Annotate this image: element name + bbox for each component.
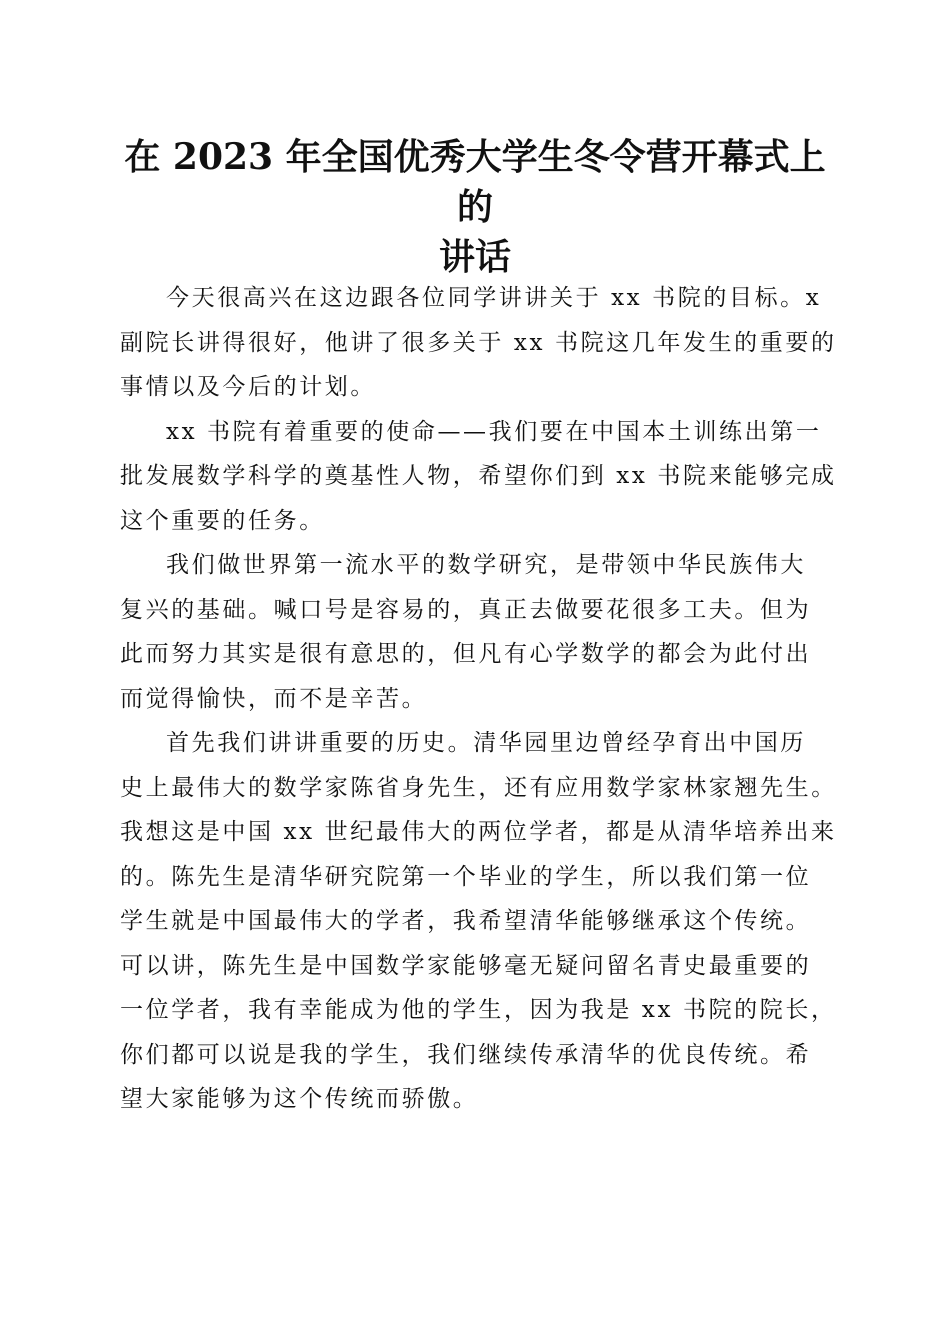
paragraph-line: 可以讲，陈先生是中国数学家能够毫无疑问留名青史最重要的: [120, 952, 812, 979]
paragraph-line: 此而努力其实是很有意思的，但凡有心学数学的都会为此付出: [120, 641, 812, 667]
paragraph-3: [120, 543, 832, 721]
paragraph-2: [120, 410, 837, 544]
paragraph-line: 批发展数学科学的奠基性人物，希望你们到 xx 书院来能够完成: [120, 463, 837, 489]
paragraph-line: 学生就是中国最伟大的学者，我希望清华能够继承这个传统。: [120, 908, 812, 934]
title-line-2: 讲话: [438, 236, 511, 278]
paragraph-line: 一位学者，我有幸能成为他的学生，因为我是 xx 书院的院长，: [120, 997, 837, 1023]
title-line-1: 在 2023 年全国优秀大学生冬令营开幕式上的: [124, 136, 826, 228]
paragraph-line: 事情以及今后的计划。: [120, 374, 376, 400]
paragraph-line: 我们做世界第一流水平的数学研究，是带领中华民族伟大: [166, 552, 806, 578]
paragraph-line: 而觉得愉快，而不是辛苦。: [120, 685, 428, 712]
document-body: [120, 276, 837, 1122]
paragraph-1: [120, 276, 837, 410]
paragraph-line: 望大家能够为这个传统而骄傲。: [120, 1086, 479, 1112]
paragraph-4: [120, 721, 837, 1122]
paragraph-line: 这个重要的任务。: [120, 507, 325, 534]
document-title: [110, 132, 840, 282]
paragraph-line: 复兴的基础。喊口号是容易的，真正去做要花很多工夫。但为: [120, 596, 812, 623]
paragraph-line: 首先我们讲讲重要的历史。清华园里边曾经孕育出中国历: [166, 730, 806, 756]
paragraph-line: 你们都可以说是我的学生，我们继续传承清华的优良传统。希: [120, 1041, 812, 1068]
paragraph-line: xx 书院有着重要的使命——我们要在中国本土训练出第一: [166, 418, 822, 445]
paragraph-line: 今天很高兴在这边跟各位同学讲讲关于 xx 书院的目标。x: [166, 285, 822, 311]
paragraph-line: 副院长讲得很好，他讲了很多关于 xx 书院这几年发生的重要的: [120, 329, 837, 356]
paragraph-line: 史上最伟大的数学家陈省身先生，还有应用数学家林家翘先生。: [120, 774, 837, 801]
paragraph-line: 的。陈先生是清华研究院第一个毕业的学生，所以我们第一位: [120, 863, 812, 890]
paragraph-line: 我想这是中国 xx 世纪最伟大的两位学者，都是从清华培养出来: [120, 819, 837, 845]
